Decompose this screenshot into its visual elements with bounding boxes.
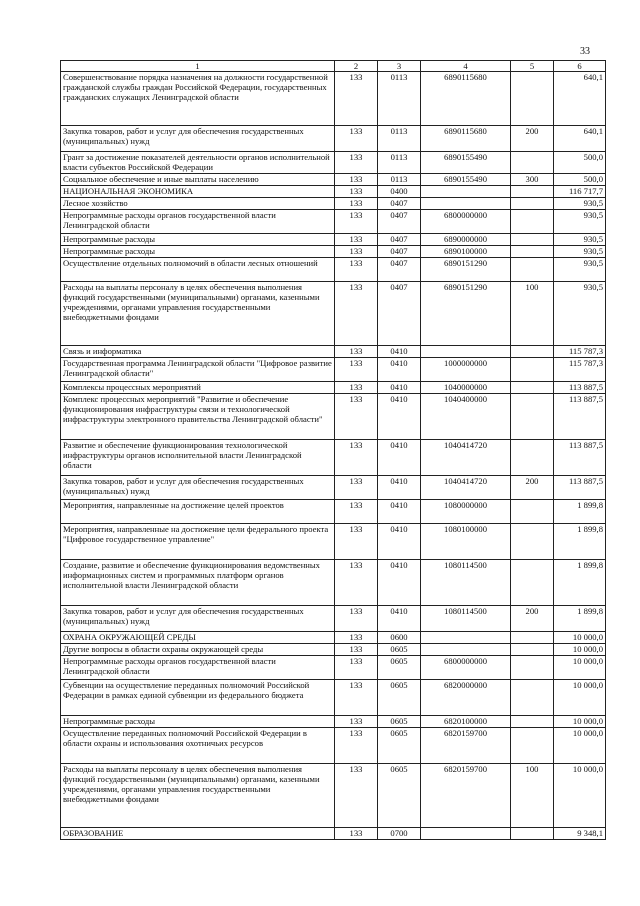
row-amount: 640,1 <box>554 126 606 152</box>
row-amount: 930,5 <box>554 282 606 346</box>
table-body <box>61 72 606 840</box>
row-expense-type <box>511 198 554 210</box>
row-expense-type: 200 <box>511 606 554 632</box>
row-name: Непрограммные расходы <box>61 234 335 246</box>
row-section-code: 0407 <box>378 282 421 346</box>
row-target-code: 6800000000 <box>421 656 511 680</box>
row-section-code: 0410 <box>378 560 421 606</box>
row-amount: 9 348,1 <box>554 828 606 840</box>
row-amount: 930,5 <box>554 210 606 234</box>
row-target-code: 6820159700 <box>421 764 511 828</box>
row-expense-type <box>511 258 554 282</box>
row-name: Непрограммные расходы органов государственной власти Ленинградской области <box>61 656 335 680</box>
row-admin-code: 133 <box>335 524 378 560</box>
row-amount: 930,5 <box>554 246 606 258</box>
row-section-code: 0605 <box>378 764 421 828</box>
row-section-code: 0113 <box>378 174 421 186</box>
column-header: 3 <box>378 61 421 72</box>
row-target-code: 6890115680 <box>421 126 511 152</box>
column-header: 1 <box>61 61 335 72</box>
row-target-code <box>421 632 511 644</box>
row-name: Социальное обеспечение и иные выплаты населению <box>61 174 335 186</box>
row-amount: 115 787,3 <box>554 358 606 382</box>
row-section-code: 0113 <box>378 126 421 152</box>
row-expense-type <box>511 828 554 840</box>
row-section-code: 0410 <box>378 382 421 394</box>
row-section-code: 0410 <box>378 524 421 560</box>
table-row <box>61 728 606 764</box>
row-admin-code: 133 <box>335 246 378 258</box>
table-row <box>61 246 606 258</box>
row-name: Непрограммные расходы <box>61 716 335 728</box>
row-expense-type <box>511 394 554 440</box>
row-target-code: 6890155490 <box>421 174 511 186</box>
row-amount: 113 887,5 <box>554 476 606 500</box>
row-section-code: 0407 <box>378 246 421 258</box>
row-amount: 113 887,5 <box>554 394 606 440</box>
row-admin-code: 133 <box>335 72 378 126</box>
row-admin-code: 133 <box>335 764 378 828</box>
row-admin-code: 133 <box>335 656 378 680</box>
row-amount: 115 787,3 <box>554 346 606 358</box>
row-section-code: 0410 <box>378 500 421 524</box>
row-target-code: 1080100000 <box>421 524 511 560</box>
row-amount: 640,1 <box>554 72 606 126</box>
row-admin-code: 133 <box>335 500 378 524</box>
row-expense-type <box>511 656 554 680</box>
row-amount: 113 887,5 <box>554 440 606 476</box>
table-row <box>61 606 606 632</box>
row-amount: 930,5 <box>554 234 606 246</box>
row-expense-type <box>511 728 554 764</box>
row-name: Расходы на выплаты персоналу в целях обеспечения выполнения функций государственными (муниципальными) органами, казенными учреждениями, органами управления государственными внебюджетными фондами <box>61 764 335 828</box>
row-expense-type <box>511 560 554 606</box>
row-amount: 10 000,0 <box>554 632 606 644</box>
row-expense-type: 200 <box>511 476 554 500</box>
row-section-code: 0407 <box>378 198 421 210</box>
row-section-code: 0605 <box>378 716 421 728</box>
table-row <box>61 560 606 606</box>
row-admin-code: 133 <box>335 394 378 440</box>
row-section-code: 0600 <box>378 632 421 644</box>
row-admin-code: 133 <box>335 174 378 186</box>
table-row <box>61 346 606 358</box>
row-section-code: 0700 <box>378 828 421 840</box>
row-section-code: 0605 <box>378 656 421 680</box>
row-section-code: 0410 <box>378 358 421 382</box>
row-name: Закупка товаров, работ и услуг для обеспечения государственных (муниципальных) нужд <box>61 606 335 632</box>
row-target-code: 1040414720 <box>421 440 511 476</box>
row-admin-code: 133 <box>335 728 378 764</box>
row-name: Расходы на выплаты персоналу в целях обеспечения выполнения функций государственными (муниципальными) органами, казенными учреждениями, органами управления государственными внебюджетными фондами <box>61 282 335 346</box>
row-amount: 10 000,0 <box>554 728 606 764</box>
row-target-code: 6800000000 <box>421 210 511 234</box>
row-expense-type <box>511 500 554 524</box>
row-expense-type <box>511 440 554 476</box>
row-section-code: 0407 <box>378 210 421 234</box>
row-name: Непрограммные расходы органов государственной власти Ленинградской области <box>61 210 335 234</box>
row-section-code: 0410 <box>378 394 421 440</box>
row-admin-code: 133 <box>335 828 378 840</box>
row-admin-code: 133 <box>335 282 378 346</box>
row-amount: 930,5 <box>554 198 606 210</box>
row-expense-type <box>511 382 554 394</box>
row-admin-code: 133 <box>335 346 378 358</box>
row-target-code: 1040414720 <box>421 476 511 500</box>
row-name: Государственная программа Ленинградской области "Цифровое развитие Ленинградской области" <box>61 358 335 382</box>
row-section-code: 0410 <box>378 606 421 632</box>
row-amount: 10 000,0 <box>554 656 606 680</box>
row-admin-code: 133 <box>335 258 378 282</box>
row-expense-type <box>511 716 554 728</box>
row-target-code: 6890115680 <box>421 72 511 126</box>
row-target-code <box>421 198 511 210</box>
row-admin-code: 133 <box>335 152 378 174</box>
table-row <box>61 210 606 234</box>
row-name: Субвенции на осуществление переданных полномочий Российской Федерации в рамках единой субвенции из федерального бюджета <box>61 680 335 716</box>
row-section-code: 0407 <box>378 234 421 246</box>
row-section-code: 0113 <box>378 152 421 174</box>
row-name: Мероприятия, направленные на достижение целей проектов <box>61 500 335 524</box>
row-name: Грант за достижение показателей деятельности органов исполнительной власти субъектов Российской Федерации <box>61 152 335 174</box>
row-admin-code: 133 <box>335 382 378 394</box>
table-row <box>61 828 606 840</box>
table-row <box>61 394 606 440</box>
row-admin-code: 133 <box>335 606 378 632</box>
row-expense-type <box>511 72 554 126</box>
row-amount: 930,5 <box>554 258 606 282</box>
table-row <box>61 632 606 644</box>
row-section-code: 0400 <box>378 186 421 198</box>
row-name: ОХРАНА ОКРУЖАЮЩЕЙ СРЕДЫ <box>61 632 335 644</box>
row-admin-code: 133 <box>335 680 378 716</box>
table-row <box>61 358 606 382</box>
row-target-code: 6820000000 <box>421 680 511 716</box>
row-target-code <box>421 644 511 656</box>
column-header: 6 <box>554 61 606 72</box>
row-section-code: 0605 <box>378 728 421 764</box>
row-name: Развитие и обеспечение функционирования технологической инфраструктуры органов исполнительной власти Ленинградской области <box>61 440 335 476</box>
table-row <box>61 186 606 198</box>
column-header: 2 <box>335 61 378 72</box>
row-section-code: 0410 <box>378 440 421 476</box>
row-name: Мероприятия, направленные на достижение цели федерального проекта "Цифровое государственное управление" <box>61 524 335 560</box>
row-admin-code: 133 <box>335 186 378 198</box>
row-name: Комплексы процессных мероприятий <box>61 382 335 394</box>
row-name: Осуществление отдельных полномочий в области лесных отношений <box>61 258 335 282</box>
row-target-code <box>421 346 511 358</box>
row-amount: 1 899,8 <box>554 606 606 632</box>
row-target-code: 1080114500 <box>421 606 511 632</box>
row-target-code <box>421 186 511 198</box>
row-admin-code: 133 <box>335 210 378 234</box>
row-target-code: 1040400000 <box>421 394 511 440</box>
row-name: Закупка товаров, работ и услуг для обеспечения государственных (муниципальных) нужд <box>61 476 335 500</box>
row-target-code: 6890100000 <box>421 246 511 258</box>
row-amount: 10 000,0 <box>554 716 606 728</box>
row-target-code: 6890151290 <box>421 258 511 282</box>
row-name: Комплекс процессных мероприятий "Развитие и обеспечение функционирования инфраструктуры связи и технологической инфраструктуры электронного правительства Ленинградской области" <box>61 394 335 440</box>
row-name: ОБРАЗОВАНИЕ <box>61 828 335 840</box>
header-row <box>61 61 606 72</box>
row-expense-type <box>511 246 554 258</box>
row-name: Создание, развитие и обеспечение функционирования ведомственных информационных систем и программных платформ органов исполнительной власти Ленинградской области <box>61 560 335 606</box>
row-amount: 1 899,8 <box>554 560 606 606</box>
row-name: Другие вопросы в области охраны окружающей среды <box>61 644 335 656</box>
row-admin-code: 133 <box>335 440 378 476</box>
table-row <box>61 382 606 394</box>
row-amount: 10 000,0 <box>554 680 606 716</box>
row-name: Лесное хозяйство <box>61 198 335 210</box>
row-expense-type <box>511 210 554 234</box>
row-amount: 10 000,0 <box>554 764 606 828</box>
table-row <box>61 152 606 174</box>
row-target-code: 1080114500 <box>421 560 511 606</box>
row-target-code <box>421 828 511 840</box>
row-amount: 500,0 <box>554 174 606 186</box>
row-amount: 1 899,8 <box>554 500 606 524</box>
column-header: 4 <box>421 61 511 72</box>
row-section-code: 0113 <box>378 72 421 126</box>
row-expense-type <box>511 680 554 716</box>
row-admin-code: 133 <box>335 126 378 152</box>
row-amount: 10 000,0 <box>554 644 606 656</box>
table-row <box>61 258 606 282</box>
page-number: 33 <box>580 46 590 57</box>
row-admin-code: 133 <box>335 198 378 210</box>
table-row <box>61 198 606 210</box>
row-admin-code: 133 <box>335 632 378 644</box>
row-expense-type <box>511 632 554 644</box>
row-amount: 116 717,7 <box>554 186 606 198</box>
row-name: НАЦИОНАЛЬНАЯ ЭКОНОМИКА <box>61 186 335 198</box>
row-target-code: 1000000000 <box>421 358 511 382</box>
row-amount: 1 899,8 <box>554 524 606 560</box>
row-name: Осуществление переданных полномочий Российской Федерации в области охраны и использования охотничьих ресурсов <box>61 728 335 764</box>
table-row <box>61 764 606 828</box>
row-expense-type: 300 <box>511 174 554 186</box>
row-target-code: 6820159700 <box>421 728 511 764</box>
row-admin-code: 133 <box>335 560 378 606</box>
row-expense-type: 200 <box>511 126 554 152</box>
row-admin-code: 133 <box>335 644 378 656</box>
table-row <box>61 282 606 346</box>
row-section-code: 0410 <box>378 476 421 500</box>
table-row <box>61 524 606 560</box>
budget-table <box>60 60 606 840</box>
row-name: Закупка товаров, работ и услуг для обеспечения государственных (муниципальных) нужд <box>61 126 335 152</box>
row-expense-type: 100 <box>511 764 554 828</box>
table-row <box>61 126 606 152</box>
row-target-code: 6820100000 <box>421 716 511 728</box>
row-section-code: 0605 <box>378 680 421 716</box>
row-expense-type <box>511 358 554 382</box>
row-amount: 113 887,5 <box>554 382 606 394</box>
table-row <box>61 440 606 476</box>
row-expense-type <box>511 152 554 174</box>
row-amount: 500,0 <box>554 152 606 174</box>
row-name: Совершенствование порядка назначения на должности государственной гражданской службы граждан Российской Федерации, государственных гражданских служащих Ленинградской области <box>61 72 335 126</box>
row-target-code: 1040000000 <box>421 382 511 394</box>
row-name: Непрограммные расходы <box>61 246 335 258</box>
row-expense-type: 100 <box>511 282 554 346</box>
row-target-code: 6890151290 <box>421 282 511 346</box>
row-expense-type <box>511 346 554 358</box>
row-expense-type <box>511 644 554 656</box>
row-admin-code: 133 <box>335 476 378 500</box>
row-target-code: 1080000000 <box>421 500 511 524</box>
row-admin-code: 133 <box>335 234 378 246</box>
table-row <box>61 656 606 680</box>
row-section-code: 0410 <box>378 346 421 358</box>
table-row <box>61 680 606 716</box>
table-row <box>61 500 606 524</box>
row-section-code: 0407 <box>378 258 421 282</box>
row-admin-code: 133 <box>335 716 378 728</box>
row-admin-code: 133 <box>335 358 378 382</box>
table-row <box>61 716 606 728</box>
table-row <box>61 72 606 126</box>
column-header: 5 <box>511 61 554 72</box>
row-target-code: 6890000000 <box>421 234 511 246</box>
row-expense-type <box>511 186 554 198</box>
table-row <box>61 644 606 656</box>
row-expense-type <box>511 234 554 246</box>
table-row <box>61 174 606 186</box>
row-target-code: 6890155490 <box>421 152 511 174</box>
table-row <box>61 476 606 500</box>
row-expense-type <box>511 524 554 560</box>
row-name: Связь и информатика <box>61 346 335 358</box>
table-row <box>61 234 606 246</box>
row-section-code: 0605 <box>378 644 421 656</box>
